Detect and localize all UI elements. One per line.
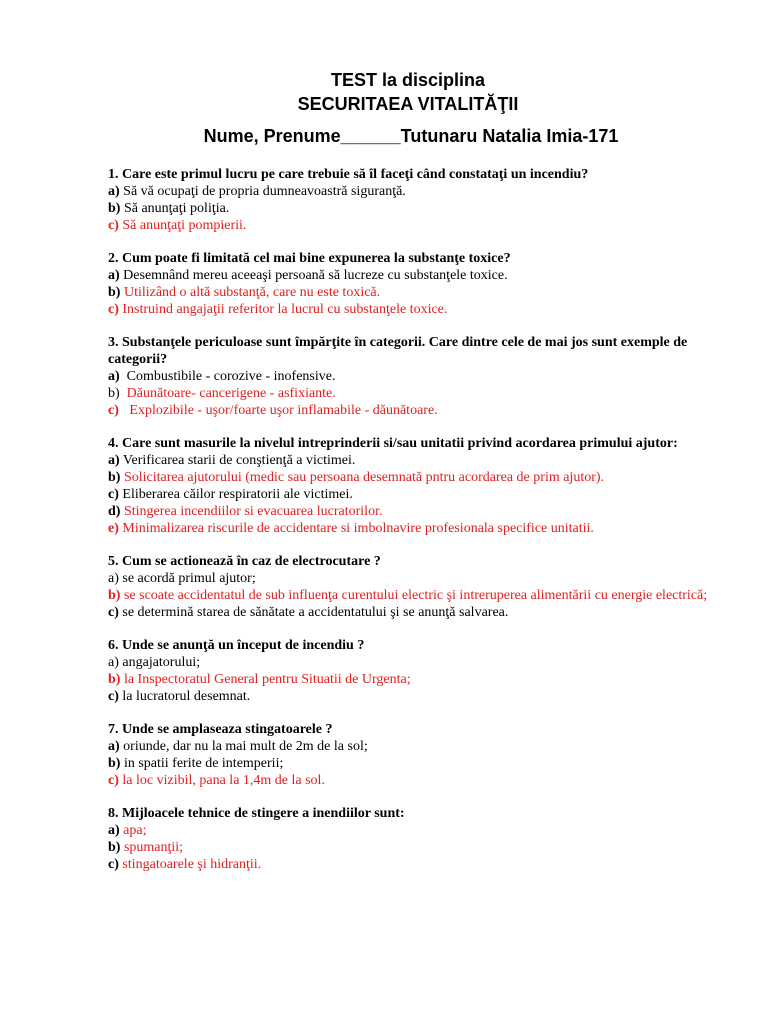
option-letter: c)	[108, 218, 119, 233]
option-letter: c)	[108, 689, 119, 704]
option-c-correct	[108, 301, 728, 318]
option-b-correct	[108, 284, 728, 301]
question-3	[108, 334, 728, 419]
option-text: Să anunţaţi pompierii.	[122, 218, 247, 233]
option-text: Utilizând o altă substanţă, care nu este toxică.	[123, 285, 381, 300]
question-text: 7. Unde se amplaseaza stingatoarele ?	[108, 722, 333, 737]
option-letter: b)	[108, 386, 120, 401]
option-text: Verificarea starii de conştienţă a victimei.	[122, 453, 356, 468]
question-4	[108, 435, 728, 537]
option-letter: b)	[108, 588, 121, 603]
option-letter: d)	[108, 504, 121, 519]
option-e-correct	[108, 520, 728, 537]
option-d-correct	[108, 503, 728, 520]
option-text: la loc vizibil, pana la 1,4m de la sol.	[122, 773, 325, 788]
option-text: Explozibile - uşor/foarte uşor inflamabile - dăunătoare.	[122, 403, 438, 418]
option-text: in spatii ferite de intemperii;	[123, 756, 284, 771]
option-b-correct	[108, 587, 728, 604]
option-letter: a)	[108, 823, 120, 838]
test-title: TEST la disciplina	[330, 70, 486, 90]
option-c-correct	[108, 856, 728, 873]
option-letter: b)	[108, 470, 121, 485]
question-text: 3. Substanţele periculoase sunt împărţite în categorii. Care dintre cele de mai jos sunt exemple de categorii?	[108, 335, 688, 367]
student-name-line: Nume, Prenume______Tutunaru Natalia Imia-171	[203, 126, 619, 146]
option-letter: c)	[108, 773, 119, 788]
option-letter: b)	[108, 840, 121, 855]
option-letter: c)	[108, 403, 119, 418]
option-text: oriunde, dar nu la mai mult de 2m de la sol;	[123, 739, 368, 754]
option-text: Stingerea incendiilor si evacuarea lucratorilor.	[123, 504, 383, 519]
option-letter: e)	[108, 521, 119, 536]
question-text: 6. Unde se anunţă un început de incendiu ?	[108, 638, 365, 653]
option-a	[108, 570, 728, 587]
option-text: spumanţii;	[123, 840, 184, 855]
option-text: Combustibile - corozive - inofensive.	[123, 369, 336, 384]
option-letter: a)	[108, 571, 119, 586]
option-letter: c)	[108, 487, 119, 502]
question-5	[108, 553, 728, 621]
question-text: 5. Cum se actionează în caz de electrocutare ?	[108, 554, 381, 569]
option-b-correct	[108, 839, 728, 856]
option-text: Dăunătoare- cancerigene - asfixiante.	[123, 386, 336, 401]
option-letter: b)	[108, 756, 121, 771]
option-c	[108, 688, 728, 705]
question-2	[108, 250, 728, 318]
option-a	[108, 267, 728, 284]
option-text: Minimalizarea riscurile de accidentare si imbolnavire profesionala specifice unitatii.	[122, 521, 594, 536]
option-letter: a)	[108, 453, 120, 468]
question-6	[108, 637, 728, 705]
option-b-correct	[108, 671, 728, 688]
option-text: Solicitarea ajutorului (medic sau persoana desemnată pntru acordarea de prim ajutor).	[123, 470, 605, 485]
option-letter: a)	[108, 184, 120, 199]
option-c	[108, 486, 728, 503]
option-b	[108, 200, 728, 217]
option-letter: a)	[108, 739, 120, 754]
option-text: se acordă primul ajutor;	[122, 571, 256, 586]
question-8	[108, 805, 728, 873]
option-letter: a)	[108, 369, 120, 384]
option-text: Să anunţaţi poliţia.	[123, 201, 230, 216]
question-text: 1. Care este primul lucru pe care trebuie să îl faceţi când constataţi un incendiu?	[108, 167, 589, 182]
option-text: Desemnând mereu aceeaşi persoană să lucreze cu substanţele toxice.	[123, 268, 508, 283]
option-text: la Inspectoratul General pentru Situatii de Urgenta;	[123, 672, 411, 687]
option-letter: b)	[108, 672, 121, 687]
question-7	[108, 721, 728, 789]
title-block	[88, 0, 728, 148]
option-c	[108, 604, 728, 621]
option-text: Să vă ocupaţi de propria dumneavoastră siguranţă.	[123, 184, 406, 199]
option-letter: b)	[108, 201, 121, 216]
question-text: 2. Cum poate fi limitată cel mai bine expunerea la substanţe toxice?	[108, 251, 511, 266]
option-letter: c)	[108, 302, 119, 317]
option-letter: c)	[108, 605, 119, 620]
option-text: Instruind angajaţii referitor la lucrul cu substanţele toxice.	[122, 302, 448, 317]
option-letter: a)	[108, 268, 120, 283]
option-text: la lucratorul desemnat.	[122, 689, 251, 704]
option-a	[108, 183, 728, 200]
option-text: apa;	[123, 823, 147, 838]
option-letter: c)	[108, 857, 119, 872]
question-text: 8. Mijloacele tehnice de stingere a inendiilor sunt:	[108, 806, 405, 821]
option-c-correct	[108, 772, 728, 789]
option-b-correct	[108, 469, 728, 486]
discipline-title: SECURITAEA VITALITĂŢII	[297, 94, 519, 114]
question-text: 4. Care sunt masurile la nivelul intreprinderii si/sau unitatii privind acordarea primului ajutor:	[108, 436, 678, 451]
option-text: se scoate accidentatul de sub influenţa curentului electric şi intreruperea alimentării cu energie electrică;	[123, 588, 708, 603]
questions-list	[108, 166, 728, 873]
option-text: angajatorului;	[122, 655, 201, 670]
option-a	[108, 738, 728, 755]
option-letter: b)	[108, 285, 121, 300]
option-a	[108, 654, 728, 671]
option-text: Eliberarea căilor respiratorii ale victimei.	[122, 487, 353, 502]
option-a	[108, 452, 728, 469]
option-b-correct	[108, 385, 728, 402]
option-text: stingatoarele şi hidranţii.	[122, 857, 262, 872]
option-a	[108, 368, 728, 385]
option-b	[108, 755, 728, 772]
option-c-correct	[108, 402, 728, 419]
option-a-correct	[108, 822, 728, 839]
option-text: se determină starea de sănătate a accidentatului şi se anunţă salvarea.	[122, 605, 509, 620]
option-letter: a)	[108, 655, 119, 670]
option-c-correct	[108, 217, 728, 234]
question-1	[108, 166, 728, 234]
